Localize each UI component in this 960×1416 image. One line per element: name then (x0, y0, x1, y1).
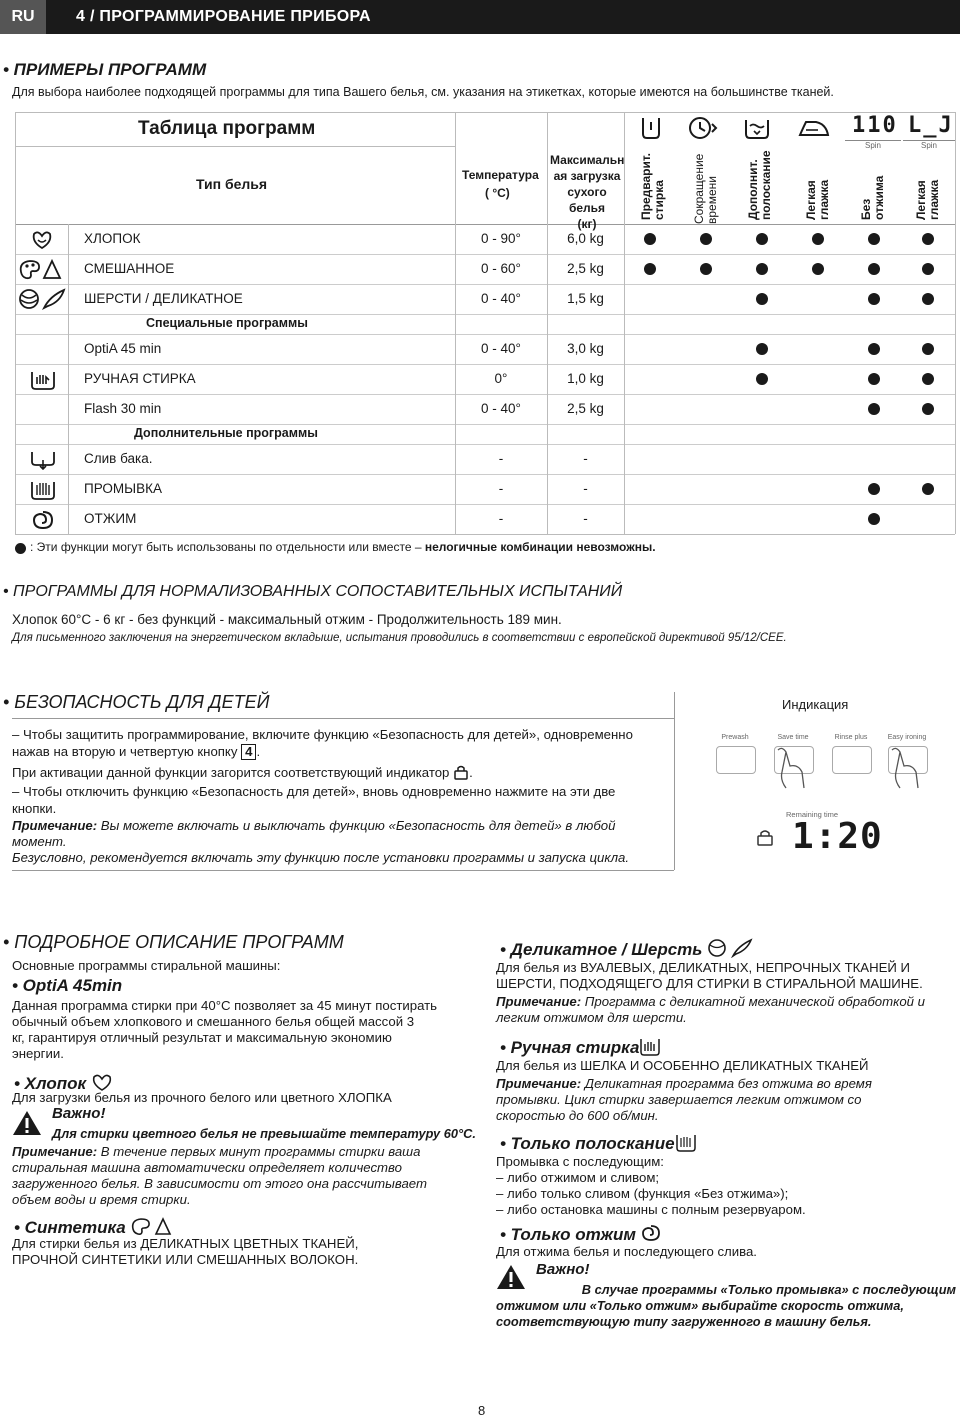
option-available-dot (922, 483, 934, 495)
child-p1b: нажав на вторую и четвертую кнопку 4 . (12, 744, 261, 759)
spin-label-2: Spin (903, 140, 955, 150)
wool-delicate-icon (18, 288, 68, 310)
remaining-time-display: 1:20 (792, 816, 883, 857)
option-available-dot (756, 233, 768, 245)
option-available-dot (868, 233, 880, 245)
col-type-header: Тип белья (196, 176, 268, 192)
warning-icon (12, 1110, 42, 1136)
option-available-dot (922, 403, 934, 415)
table-legend: : Эти функции могут быть использованы по отдельности или вместе – нелогичные комбинации невозможны. (30, 540, 656, 554)
optia-l2: обычный объем хлопкового и смешанного белья общей массой 3 (12, 1014, 415, 1029)
child-note: Примечание: Вы можете включать и выключать функцию «Безопасность для детей» в любой (12, 818, 616, 833)
option-available-dot (812, 263, 824, 275)
mixed-icon (18, 258, 64, 280)
hand-title-icon (639, 1036, 661, 1056)
col-load-header: Максимальн ая загрузка сухого белья (кг) (550, 153, 625, 231)
optia-l1: Данная программа стирки при 40°C позволяет за 45 минут постирать (12, 998, 438, 1013)
opt-rinse-label: Дополнит. полоскание (746, 150, 773, 220)
spin-title-icon (641, 1224, 661, 1242)
cotton-warn-title: Важно! (52, 1105, 106, 1122)
child-bottom-divider (12, 870, 674, 871)
panel-lock-icon (756, 828, 774, 846)
cotton-note-2: стиральная машина автоматически определяет количество (12, 1160, 402, 1175)
cotton-l1: Для загрузки белья из прочного белого или цветного ХЛОПКА (12, 1090, 392, 1105)
standard-title: • ПРОГРАММЫ ДЛЯ НОРМАЛИЗОВАННЫХ СОПОСТАВИТЕЛЬНЫХ ИСПЫТАНИЙ (3, 583, 623, 600)
row-temperature: - (498, 511, 504, 526)
option-available-dot (922, 293, 934, 305)
prewash-icon (640, 116, 662, 140)
spin-icon (30, 508, 56, 530)
indication-label: Индикация (782, 697, 849, 712)
child-p1a: – Чтобы защитить программирование, включите функцию «Безопасность для детей», одновременно (12, 727, 633, 742)
cotton-title-icon (91, 1072, 113, 1092)
option-available-dot (868, 293, 880, 305)
delicate-note-2: легким отжимом для шерсти. (496, 1010, 687, 1025)
row-temperature: - (498, 451, 504, 466)
row-program-name: ОТЖИМ (84, 511, 137, 526)
spin-display-1: 110 (852, 113, 898, 138)
option-available-dot (868, 263, 880, 275)
row-max-load: - (583, 511, 588, 526)
option-available-dot (868, 513, 880, 525)
opt-prewash-label: Предварит. стирка (639, 152, 666, 220)
option-available-dot (644, 233, 656, 245)
rinse-icon (30, 478, 56, 500)
table-title: Таблица программ (138, 118, 316, 139)
row-temperature: 0 - 40° (481, 401, 521, 416)
drain-icon (30, 448, 56, 470)
standard-line-1: Хлопок 60°C - 6 кг - без функций - максимальный отжим - Продолжительность 189 мин. (12, 612, 562, 627)
control-panel: Prewash Save time Rinse plus Easy ironing Remaining time 1:20 (706, 726, 938, 870)
optia-l3: кг, гарантируя отличный результат и максимальную экономию (12, 1030, 392, 1045)
row-program-name: Flash 30 min (84, 401, 162, 416)
option-available-dot (644, 263, 656, 275)
child-safety-title: • БЕЗОПАСНОСТЬ ДЛЯ ДЕТЕЙ (3, 692, 270, 712)
rinse-l2: – либо отжимом и сливом; (496, 1170, 660, 1185)
page-header (0, 0, 960, 34)
rinse-title-icon (675, 1132, 697, 1152)
lock-icon (453, 764, 469, 780)
cotton-note-1: Примечание: В течение первых минут программы стирки ваша (12, 1144, 421, 1159)
hand-left-icon (768, 742, 808, 790)
row-temperature: 0 - 40° (481, 291, 521, 306)
hand-title: • Ручная стирка (500, 1036, 661, 1058)
row-program-name: ХЛОПОК (84, 231, 141, 246)
child-p3a: – Чтобы отключить функцию «Безопасность для детей», вновь одновременно нажмите на эти две (12, 784, 616, 799)
opt-nospin-label: Без отжима (859, 175, 886, 220)
row-program-name: РУЧНАЯ СТИРКА (84, 371, 196, 386)
option-available-dot (868, 483, 880, 495)
extra-rinse-icon (744, 116, 770, 140)
rinse-l4: – либо остановка машины с полным резервуаром. (496, 1202, 806, 1217)
row-program-name: Слив бака. (84, 451, 153, 466)
col-temp-unit: ( °C) (485, 186, 510, 200)
option-available-dot (756, 263, 768, 275)
child-note-b: момент. (12, 834, 67, 849)
handwash-icon (30, 368, 56, 390)
child-p3b: кнопки. (12, 801, 57, 816)
synth-title: • Синтетика (14, 1216, 176, 1238)
hand-note-1: Примечание: Деликатная программа без отжима во время (496, 1076, 872, 1091)
detail-intro: Основные программы стиральной машины: (12, 958, 281, 973)
row-max-load: 3,0 kg (567, 341, 604, 356)
cotton-title: • Хлопок (14, 1072, 113, 1094)
opt-easy2-label: Легкая глажка (914, 179, 941, 220)
option-available-dot (922, 263, 934, 275)
optia-title: • OptiA 45min (12, 976, 123, 995)
detail-title: • ПОДРОБНОЕ ОПИСАНИЕ ПРОГРАММ (3, 932, 344, 952)
row-max-load: 2,5 kg (567, 261, 604, 276)
row-program-name: СМЕШАННОЕ (84, 261, 175, 276)
row-temperature: 0° (494, 371, 508, 386)
delicate-l2: ШЕРСТИ, ПОДХОДЯЩЕГО ДЛЯ СТИРКИ В СТИРАЛЬНОЙ МАШИНЕ. (496, 976, 923, 991)
option-available-dot (922, 373, 934, 385)
rinse-title: • Только полоскание (500, 1132, 697, 1154)
col-temp-header: Температура (462, 168, 539, 182)
spin-warn-1: В случае программы «Только промывка» с последующим (581, 1282, 956, 1297)
examples-title: • ПРИМЕРЫ ПРОГРАММ (3, 60, 207, 79)
delicate-note-1: Примечание: Программа с деликатной механической обработкой и (496, 994, 926, 1009)
option-available-dot (922, 233, 934, 245)
option-available-dot (868, 373, 880, 385)
special-programs-label: Специальные программы (146, 316, 308, 330)
additional-programs-label: Дополнительные программы (134, 426, 318, 440)
cotton-warn-text: Для стирки цветного белья не превышайте температуру 60°C. (52, 1126, 476, 1141)
rinse-l1: Промывка с последующим: (496, 1154, 664, 1169)
row-temperature: 0 - 60° (481, 261, 521, 276)
option-available-dot (922, 343, 934, 355)
child-p4: Безусловно, рекомендуется включать эту функцию после установки программы и запуска цикла. (12, 850, 630, 865)
panel-rinse-button[interactable] (832, 746, 872, 774)
synth-title-icon (130, 1216, 176, 1236)
rinse-l3: – либо только сливом (функция «Без отжима»); (496, 1186, 789, 1201)
save-time-icon (688, 116, 718, 140)
hand-right-icon (882, 742, 922, 790)
child-vertical-divider (674, 692, 675, 870)
optia-l4: энергии. (12, 1046, 64, 1061)
synth-l2: ПРОЧНОЙ СИНТЕТИКИ ИЛИ СМЕШАННЫХ ВОЛОКОН. (12, 1252, 359, 1267)
language-badge: RU (0, 0, 46, 34)
row-max-load: 2,5 kg (567, 401, 604, 416)
delicate-title: • Деликатное / Шерсть (500, 938, 753, 960)
row-program-name: OptiA 45 min (84, 341, 162, 356)
synth-l1: Для стирки белья из ДЕЛИКАТНЫХ ЦВЕТНЫХ ТКАНЕЙ, (12, 1236, 359, 1251)
row-max-load: 1,5 kg (567, 291, 604, 306)
spin-label-1: Spin (845, 140, 901, 150)
standard-line-2: Для письменного заключения на энергетическом вкладыше, испытания проводились в соответствии с европейской директивой 95/12/CEE. (12, 632, 787, 644)
option-available-dot (812, 233, 824, 245)
page-number: 8 (478, 1403, 486, 1416)
option-available-dot (756, 373, 768, 385)
spin-title: • Только отжим (500, 1224, 661, 1245)
delicate-l1: Для белья из ВУАЛЕВЫХ, ДЕЛИКАТНЫХ, НЕПРОЧНЫХ ТКАНЕЙ И (496, 960, 911, 975)
row-temperature: 0 - 90° (481, 231, 521, 246)
cotton-icon (30, 228, 54, 250)
hand-l1: Для белья из ШЕЛКА И ОСОБЕННО ДЕЛИКАТНЫХ ТКАНЕЙ (496, 1058, 869, 1073)
cotton-note-4: объем воды и время стирки. (12, 1192, 191, 1207)
row-temperature: 0 - 40° (481, 341, 521, 356)
delicate-title-icon (707, 938, 753, 958)
spin-warn-3: соответствующую типу загруженного в машину белья. (496, 1314, 872, 1329)
row-max-load: 1,0 kg (567, 371, 604, 386)
spin-warn-title: Важно! (536, 1261, 590, 1278)
spin-l1: Для отжима белья и последующего слива. (496, 1244, 757, 1259)
option-available-dot (868, 403, 880, 415)
opt-easy-label: Легкая глажка (804, 179, 831, 220)
option-available-dot (756, 343, 768, 355)
child-divider (12, 718, 674, 719)
row-max-load: - (583, 451, 588, 466)
option-available-dot (700, 263, 712, 275)
cotton-note-3: загруженного белья. В зависимости от этого она рассчитывает (12, 1176, 427, 1191)
easy-iron-icon (798, 118, 830, 138)
page-title: 4 / ПРОГРАММИРОВАНИЕ ПРИБОРА (76, 8, 371, 25)
hand-note-3: скоростью до 600 об/мин. (496, 1108, 659, 1123)
child-p2: При активации данной функции загорится соответствующий индикатор . (12, 765, 473, 780)
row-max-load: - (583, 481, 588, 496)
spin-warn-2: отжимом или «Только отжим» выбирайте скорость отжима, (496, 1298, 904, 1313)
row-max-load: 6,0 kg (567, 231, 604, 246)
option-available-dot (868, 343, 880, 355)
row-program-name: ПРОМЫВКА (84, 481, 162, 496)
option-available-dot (756, 293, 768, 305)
spin-display-2: L_J (908, 113, 954, 138)
option-available-dot (700, 233, 712, 245)
opt-savetime-label: Сокращение времени (692, 153, 719, 224)
panel-prewash-button[interactable] (716, 746, 756, 774)
row-temperature: - (498, 481, 504, 496)
legend-dot (15, 543, 26, 554)
row-program-name: ШЕРСТИ / ДЕЛИКАТНОЕ (84, 291, 243, 306)
hand-note-2: промывки. Цикл стирки завершается легким отжимом со (496, 1092, 862, 1107)
examples-subtitle: Для выбора наиболее подходящей программы для типа Вашего белья, см. указания на этикетках, которые имеются на большинстве тканей. (12, 85, 834, 99)
